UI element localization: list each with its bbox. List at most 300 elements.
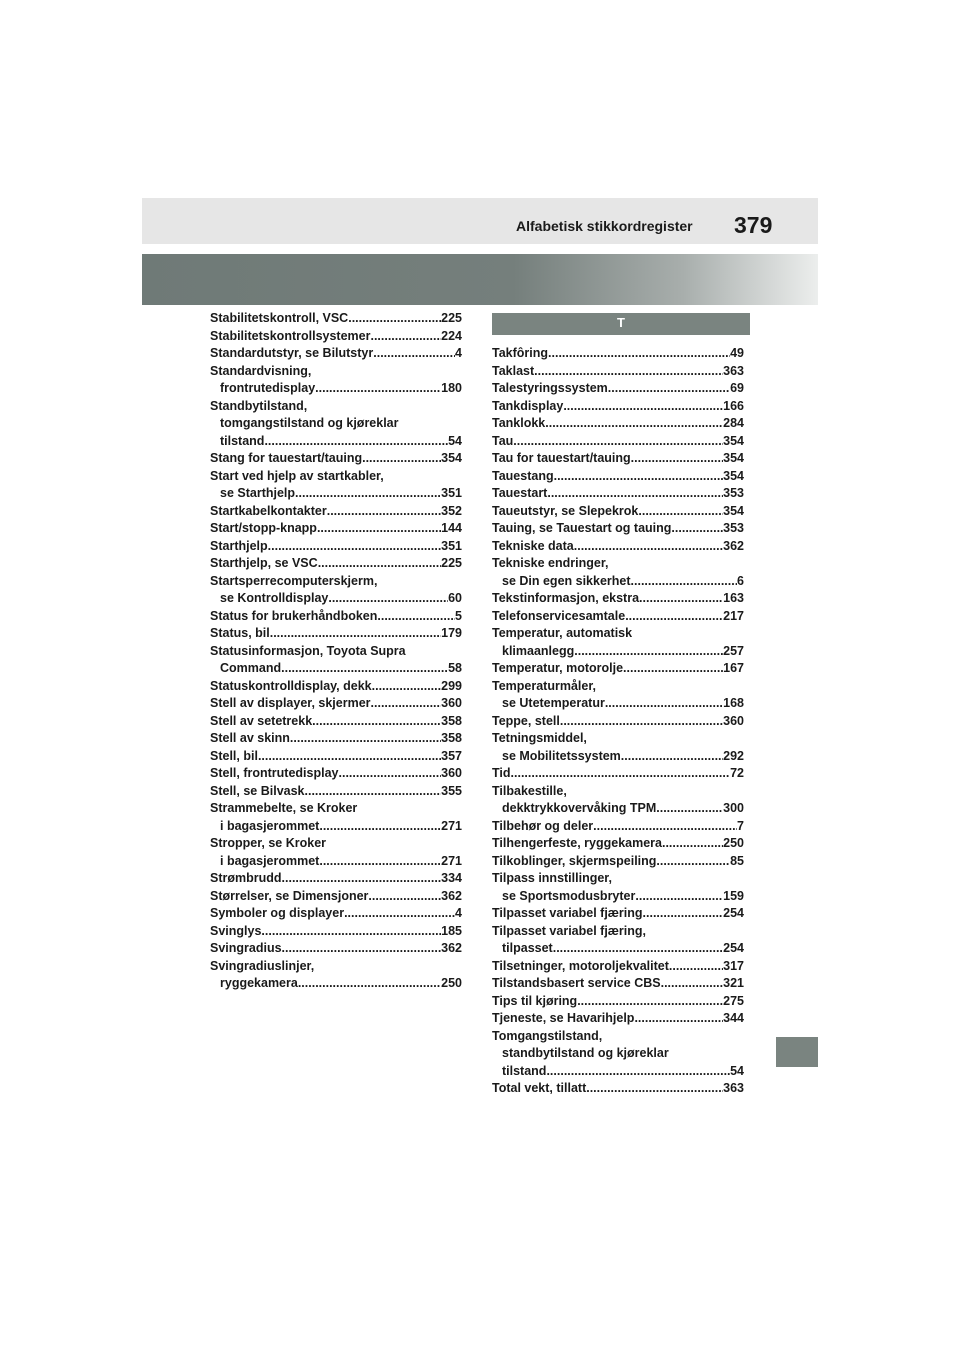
dot-leader [268,538,441,556]
index-page-ref: 224 [441,328,462,343]
dot-leader [372,678,442,696]
index-entry-line [492,415,744,433]
index-term: Tilhengerfeste, ryggekamera [492,836,662,850]
index-entry-line [210,730,462,748]
dot-leader [574,643,723,661]
index-page-ref: 351 [441,486,462,500]
index-entry-line [210,853,462,871]
index-term: Standardutstyr, se Bilutstyr [210,346,374,360]
decorative-gradient-band [142,254,818,305]
dot-leader [661,975,724,993]
dot-leader [319,818,441,836]
index-page-ref: 344 [723,1011,744,1025]
dot-leader [631,573,738,591]
dot-leader [625,608,723,626]
index-entry [210,643,462,678]
index-entry-line [210,713,462,731]
index-term: Strømbrudd [210,871,282,885]
index-page-ref: 354 [723,468,744,483]
index-entry [210,608,462,626]
index-entry [492,1080,744,1098]
index-entry [492,853,744,871]
index-page-ref: 159 [723,888,744,903]
index-entry [492,608,744,626]
index-entry-line [492,450,744,468]
index-entry [492,450,744,468]
index-term: Symboler og displayer [210,906,345,920]
index-entry-line: Svingradiuslinjer, [210,958,315,973]
index-entry-line [210,310,462,328]
dot-leader [548,345,730,363]
dot-leader [371,695,442,713]
index-entry-line [492,433,744,451]
index-page-ref: 357 [441,748,462,763]
index-page-ref: 4 [455,346,462,360]
index-entry [492,713,744,731]
index-entry [210,713,462,731]
index-page-ref: 352 [441,503,462,518]
index-entry-line [210,923,462,941]
dot-leader [370,328,441,346]
index-entry [210,345,462,363]
index-entry [210,695,462,713]
dot-leader [261,923,441,941]
index-page-ref: 166 [723,398,744,413]
index-page-ref: 363 [723,1081,744,1095]
index-entry-line [492,835,744,853]
index-entry [210,888,462,906]
index-entry-line [210,905,462,923]
index-page-ref: 250 [441,976,462,990]
dot-leader [634,1010,723,1028]
index-page-ref: 358 [441,713,462,728]
dot-leader [328,590,448,608]
index-entry-line [210,765,462,783]
index-entry-line [210,660,462,678]
index-term: Statuskontrolldisplay, dekk [210,678,372,693]
index-entry-line: Tomgangstilstand, [492,1028,603,1043]
index-entry [210,678,462,696]
dot-leader [282,940,442,958]
index-entry [492,520,744,538]
index-page-ref: 7 [737,818,744,833]
index-term: Telefonservicesamtale [492,608,626,623]
dot-leader [368,888,441,906]
index-term: Stang for tauestart/tauing [210,451,363,465]
index-page-ref: 72 [730,766,744,780]
index-entry [492,590,744,608]
index-entry-line [210,975,462,993]
index-term: Taueutstyr, se Slepekrok [492,503,639,518]
index-entry-line [492,1010,744,1028]
index-entry-line [210,625,462,643]
index-page-ref: 217 [723,608,744,623]
index-page-ref: 362 [441,888,462,903]
index-entry-line [492,380,744,398]
index-term: tilstand [220,433,265,448]
index-page-ref: 185 [441,923,462,938]
index-entry-line: Standardvisning, [210,363,312,378]
index-entry-line [492,573,744,591]
index-term: se Mobilitetssystem [502,748,621,763]
index-page-ref: 225 [441,556,462,570]
index-entry [210,870,462,888]
dot-leader [643,905,724,923]
running-header-title: Alfabetisk stikkordregister [516,218,693,234]
index-entry-line [492,485,744,503]
dot-leader [258,748,441,766]
index-entry [492,870,744,905]
index-page-ref: 360 [441,696,462,710]
dot-leader [662,835,723,853]
index-term: Tauing, se Tauestart og tauing [492,521,672,535]
index-entry-line [492,765,744,783]
index-page-ref: 85 [730,853,744,868]
index-page-ref: 355 [441,783,462,798]
dot-leader [534,363,723,381]
index-entry [492,485,744,503]
index-term: Total vekt, tillatt [492,1081,587,1095]
index-entry-line [492,345,744,363]
dot-leader [270,625,441,643]
index-entry [210,538,462,556]
index-term: Tilkoblinger, skjermspeiling [492,853,657,868]
dot-leader [547,485,723,503]
index-page-ref: 179 [441,626,462,640]
index-page-ref: 163 [723,591,744,605]
dot-leader [623,660,723,678]
index-entry-line: Temperatur, automatisk [492,626,633,640]
index-term: Stell av displayer, skjermer [210,696,371,710]
index-entry [210,800,462,835]
index-page-ref: 271 [441,818,462,833]
index-entry-line [492,818,744,836]
index-page-ref: 317 [723,958,744,973]
dot-leader [621,748,723,766]
index-entry [210,835,462,870]
index-entry-line [210,870,462,888]
index-term: Stell, bil [210,748,258,763]
dot-leader [635,888,723,906]
index-entry-line [492,940,744,958]
index-page-ref: 353 [723,486,744,500]
dot-leader [639,590,723,608]
index-column-right [492,345,744,1098]
index-term: Tauestart [492,486,548,500]
dot-leader [264,433,448,451]
index-page-ref: 351 [441,538,462,553]
dot-leader [553,940,723,958]
index-entry-line [492,993,744,1011]
index-entry-line [210,345,462,363]
dot-leader [362,450,441,468]
index-page-ref: 284 [723,416,744,430]
index-entry [210,940,462,958]
index-entry-line: standbytilstand og kjøreklar [502,1046,669,1060]
index-entry-line [492,713,744,731]
index-term: Tilbehør og deler [492,818,594,833]
index-page-ref: 54 [730,1063,744,1078]
index-term: Stabilitetskontrollsystemer [210,328,371,343]
index-page-ref: 254 [723,906,744,920]
index-entry [210,363,462,398]
index-term: Command [220,661,282,675]
index-entry [492,783,744,818]
dot-leader [318,555,441,573]
dot-leader [305,783,442,801]
dot-leader [513,433,723,451]
index-term: klimaanlegg [502,643,575,658]
index-term: Tau for tauestart/tauing [492,451,631,465]
dot-leader [377,608,455,626]
index-entry-line: Statusinformasjon, Toyota Supra [210,643,406,658]
dot-leader [290,730,441,748]
index-entry-line: Strammebelte, se Kroker [210,801,358,815]
index-entry-line [210,503,462,521]
index-entry [210,905,462,923]
dot-leader [554,468,724,486]
index-term: Teppe, stell [492,713,560,728]
index-column-left [210,310,462,993]
index-entry-line [210,485,462,503]
index-term: Takfôring [492,346,549,360]
index-term: Stabilitetskontroll, VSC [210,311,349,325]
index-entry-line [210,783,462,801]
index-page-ref: 334 [441,871,462,885]
index-entry-line [492,643,744,661]
index-entry [492,660,744,678]
dot-leader [373,345,455,363]
index-page-ref: 354 [441,451,462,465]
index-entry-line [210,590,462,608]
index-entry [492,730,744,765]
index-entry-line [492,660,744,678]
header-band [142,198,818,244]
index-page-ref: 168 [723,696,744,710]
index-entry-line [492,608,744,626]
index-term: Status for brukerhåndboken [210,608,378,623]
index-entry-line [210,940,462,958]
index-entry-line [492,398,744,416]
index-page-ref: 354 [723,451,744,465]
index-entry [210,958,462,993]
index-term: se Sportsmodusbryter [502,888,636,903]
index-entry-line: tomgangstilstand og kjøreklar [220,416,399,430]
index-entry-line: Temperaturmåler, [492,678,596,693]
index-entry [210,398,462,451]
dot-leader [511,765,731,783]
index-term: i bagasjerommet [220,853,320,868]
index-term: Stell av setetrekk [210,713,313,728]
index-entry-line: Standbytilstand, [210,398,308,413]
index-term: Tid [492,766,511,780]
index-entry [210,520,462,538]
dot-leader [577,993,723,1011]
index-page-ref: 167 [723,661,744,675]
dot-leader [546,1063,730,1081]
index-term: Starthjelp, se VSC [210,556,318,570]
index-entry-line [492,363,744,381]
index-page-ref: 257 [723,643,744,658]
dot-leader [339,765,442,783]
index-entry-line [210,678,462,696]
index-page-ref: 275 [723,993,744,1008]
index-term: frontrutedisplay [220,381,316,395]
index-entry-line [492,695,744,713]
index-entry [492,975,744,993]
index-entry-line [210,888,462,906]
dot-leader [560,713,723,731]
index-entry [492,1010,744,1028]
index-entry-line: Start ved hjelp av startkabler, [210,468,384,483]
dot-leader [671,520,723,538]
index-page-ref: 362 [723,538,744,553]
index-entry-line: Stropper, se Kroker [210,836,327,850]
dot-leader [605,695,723,713]
index-entry [210,748,462,766]
index-term: Status, bil [210,626,270,640]
index-page-ref: 58 [448,661,462,675]
index-entry-line [210,608,462,626]
index-page-ref: 254 [723,941,744,955]
dot-leader [319,853,441,871]
index-entry [210,923,462,941]
index-entry [210,765,462,783]
index-entry [210,625,462,643]
index-term: Svingradius [210,941,282,955]
dot-leader [317,520,441,538]
index-entry [210,310,462,328]
index-page-ref: 358 [441,731,462,745]
index-page-ref: 360 [441,766,462,780]
index-entry [210,555,462,573]
index-entry-line [210,695,462,713]
index-entry [492,363,744,381]
index-entry-line [492,853,744,871]
index-term: Start/stopp-knapp [210,521,317,535]
index-entry-line: Tilpasset variabel fjæring, [492,923,646,938]
index-term: ryggekamera [220,976,298,990]
index-term: se Utetemperatur [502,696,605,710]
index-term: Talestyringssystem [492,381,608,395]
index-page-ref: 354 [723,433,744,448]
index-term: Tilsetninger, motoroljekvalitet [492,958,669,973]
index-entry-line [492,975,744,993]
index-entry-line [492,468,744,486]
index-entry-line: Tekniske endringer, [492,556,609,570]
index-entry-line [210,520,462,538]
dot-leader [545,415,723,433]
index-entry-line: Tilpass innstillinger, [492,871,612,885]
index-entry-line [492,888,744,906]
index-entry [492,468,744,486]
index-page-ref: 144 [441,521,462,535]
index-term: Stell, se Bilvask [210,783,305,798]
index-entry-line [492,538,744,556]
index-term: se Starthjelp [220,486,296,500]
index-entry-line [492,800,744,818]
index-term: Størrelser, se Dimensjoner [210,888,369,903]
index-entry [492,503,744,521]
index-entry-line: Startsperrecomputerskjerm, [210,573,378,588]
index-page-ref: 180 [441,381,462,395]
index-entry-line [210,538,462,556]
index-term: tilstand [502,1063,547,1078]
index-entry [492,958,744,976]
dot-leader [327,503,441,521]
index-term: i bagasjerommet [220,818,320,833]
index-page-ref: 354 [723,503,744,518]
index-term: dekktrykkovervåking TPM [502,801,657,815]
index-term: Starthjelp [210,538,268,553]
index-page-ref: 6 [737,573,744,588]
index-term: Tankdisplay [492,398,564,413]
dot-leader [312,713,441,731]
index-page-ref: 321 [723,976,744,990]
chapter-side-tab [776,1037,818,1067]
dot-leader [281,660,448,678]
dot-leader [631,450,723,468]
index-term: Tips til kjøring [492,993,578,1008]
index-entry [492,923,744,958]
index-entry [210,328,462,346]
dot-leader [574,538,723,556]
index-entry-line [492,1080,744,1098]
index-page-ref: 299 [441,678,462,693]
index-page-ref: 225 [441,311,462,325]
index-term: se Kontrolldisplay [220,591,329,605]
index-page-ref: 5 [455,608,462,623]
index-entry [492,415,744,433]
index-page-ref: 300 [723,801,744,815]
index-entry-line [492,905,744,923]
index-term: Taklast [492,363,535,378]
index-entry-line: Tilbakestille, [492,783,567,798]
index-entry-line [492,748,744,766]
dot-leader [656,800,723,818]
index-term: Stell, frontrutedisplay [210,766,339,780]
index-page-ref: 271 [441,853,462,868]
index-entry [492,818,744,836]
index-page-ref: 250 [723,836,744,850]
index-entry-line [210,433,462,451]
index-entry [492,538,744,556]
index-page-ref: 54 [448,433,462,448]
dot-leader [344,905,455,923]
index-entry [210,503,462,521]
index-term: Tekniske data [492,538,574,553]
index-entry-line [492,1063,744,1081]
dot-leader [638,503,723,521]
dot-leader [669,958,723,976]
index-page-ref: 69 [730,381,744,395]
index-entry-line [210,328,462,346]
index-term: Tekstinformasjon, ekstra [492,591,640,605]
index-entry [492,835,744,853]
dot-leader [295,485,441,503]
dot-leader [282,870,442,888]
index-entry [492,345,744,363]
index-entry [492,678,744,713]
index-term: Temperatur, motorolje [492,661,624,675]
index-entry-line: Tetningsmiddel, [492,731,587,745]
index-term: Tauestang [492,468,554,483]
index-entry-line [210,555,462,573]
index-term: Tilstandsbasert service CBS [492,976,661,990]
dot-leader [586,1080,723,1098]
index-term: Tau [492,433,514,448]
index-term: Tanklokk [492,416,546,430]
